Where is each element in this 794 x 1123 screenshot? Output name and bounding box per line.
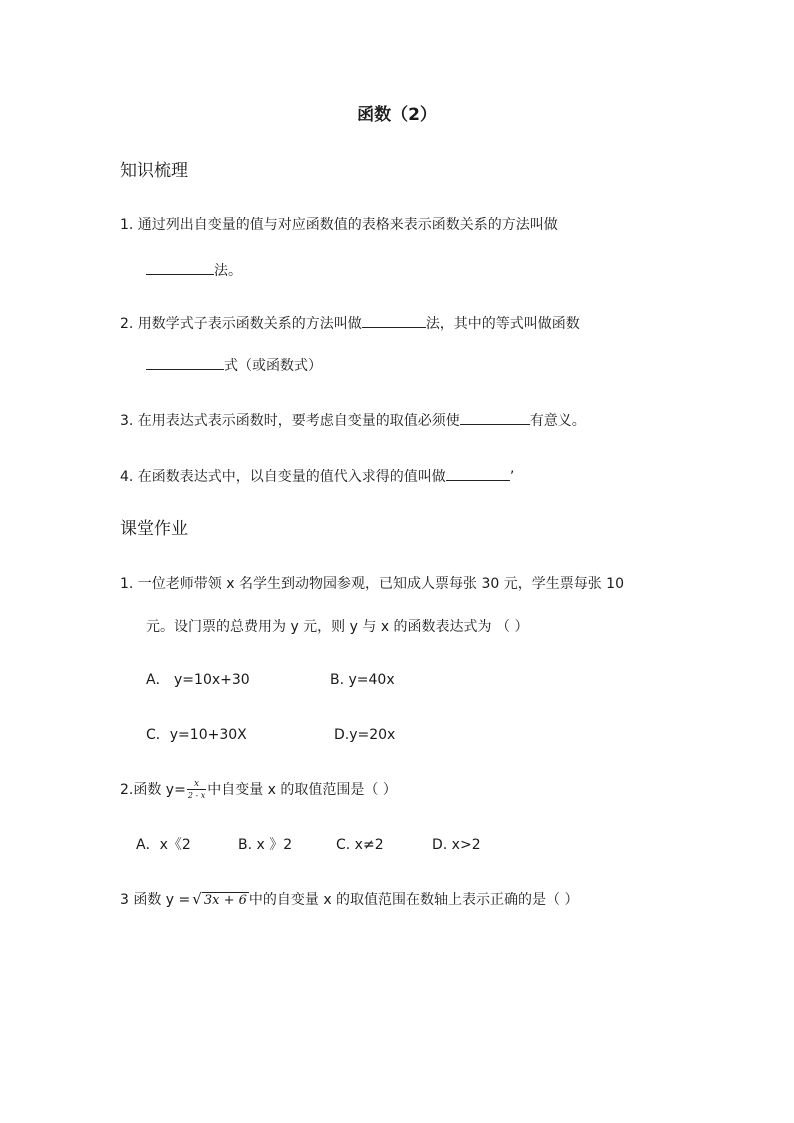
classwork-q3 xyxy=(120,890,579,910)
radicand: 3x + 6 xyxy=(203,893,247,908)
classwork-q1-option-b[interactable]: B. y=40x xyxy=(330,672,395,688)
knowledge-q3 xyxy=(120,410,586,430)
classwork-q2 xyxy=(120,780,397,800)
knowledge-q3-suffix: 有意义。 xyxy=(529,413,586,429)
knowledge-q2-line1 xyxy=(120,313,580,333)
classwork-q1-line1: 1. 一位老师带领 x 名学生到动物园参观，已知成人票每张 30 元，学生票每张 10 xyxy=(120,576,624,592)
answer-blank[interactable] xyxy=(146,355,224,370)
knowledge-q1-line2 xyxy=(146,260,242,280)
knowledge-q4-suffix: ’ xyxy=(509,469,515,485)
page-title: 函数（2） xyxy=(357,105,437,125)
section-heading-knowledge: 知识梳理 xyxy=(120,161,188,181)
classwork-q3-suffix: 中的自变量 x 的取值范围在数轴上表示正确的是（ ） xyxy=(248,892,579,908)
classwork-q2-option-c[interactable]: C. x≠2 xyxy=(336,837,384,853)
classwork-q2-option-a[interactable]: A．x《2 xyxy=(136,837,191,853)
classwork-q1-option-c[interactable]: C．y=10+30X xyxy=(146,727,247,743)
knowledge-q2-suffix: 式（或函数式） xyxy=(224,358,322,374)
answer-blank[interactable] xyxy=(460,410,530,425)
knowledge-q1-line1: 1. 通过列出自变量的值与对应函数值的表格来表示函数关系的方法叫做 xyxy=(120,217,558,233)
classwork-q3-prefix: 3 函数 y = xyxy=(120,892,191,908)
knowledge-q1-suffix: 法。 xyxy=(214,263,242,279)
classwork-q1-option-a[interactable]: A． y=10x+30 xyxy=(146,672,250,688)
answer-blank[interactable] xyxy=(362,313,426,328)
fraction xyxy=(187,780,206,800)
fraction-denominator: 2 - x xyxy=(187,791,206,800)
radical-sign: √ xyxy=(192,890,202,908)
knowledge-q2-prefix: 2. 用数学式子表示函数关系的方法叫做 xyxy=(120,316,362,332)
classwork-q2-suffix: 中自变量 x 的取值范围是（ ） xyxy=(207,782,397,798)
knowledge-q4-prefix: 4. 在函数表达式中，以自变量的值代入求得的值叫做 xyxy=(120,469,446,485)
classwork-q2-option-b[interactable]: B. x 》2 xyxy=(238,837,293,853)
knowledge-q3-prefix: 3. 在用表达式表示函数时，要考虑自变量的取值必须使 xyxy=(120,413,460,429)
answer-blank[interactable] xyxy=(146,260,214,275)
fraction-numerator: x xyxy=(187,780,206,790)
square-root xyxy=(192,890,249,910)
knowledge-q2-middle: 法，其中的等式叫做函数 xyxy=(425,316,580,332)
classwork-q2-option-d[interactable]: D. x>2 xyxy=(432,837,481,853)
classwork-q2-prefix: 2.函数 y= xyxy=(120,782,186,798)
answer-blank[interactable] xyxy=(446,466,510,481)
classwork-q1-line2: 元。设门票的总费用为 y 元，则 y 与 x 的函数表达式为 （ ） xyxy=(146,619,529,635)
classwork-q1-option-d[interactable]: D.y=20x xyxy=(334,727,396,743)
knowledge-q4 xyxy=(120,466,514,486)
knowledge-q2-line2 xyxy=(146,355,322,375)
section-heading-classwork: 课堂作业 xyxy=(120,519,188,539)
